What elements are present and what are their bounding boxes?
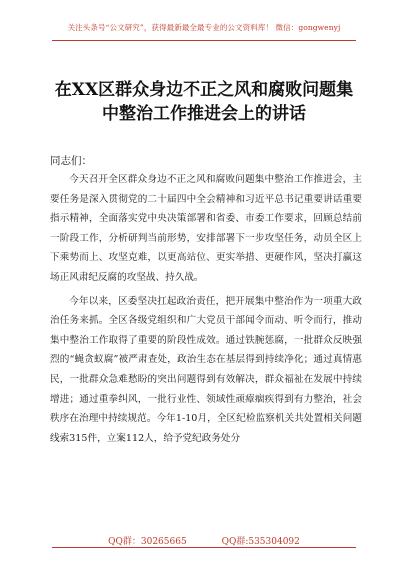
title-line-1: 在XX区群众身边不正之风和腐败问题集 [54,80,354,100]
salutation: 同志们： [50,155,92,167]
document-title [40,78,368,126]
paragraph: 今年以来，区委坚决扛起政治责任，把开展集中整治作为一项重大政治任务来抓。全区各级党组织和广大党员干部闻令而动、听令而行，推动集中整治工作取得了重要的阶段性成效。通过铁腕惩腐，一批群众反映强烈的“蝇贪蚁腐”被严肃查处，政治生态在基层得到持续净化；通过真情惠民，一批群众急难愁盼的突出问题得到有效解决，群众福祉在发展中持续增进；通过重拳纠风，一批行业性、领域性顽瘴痼疾得到有力整治，社会秩序在治理中持续规范。今年1-10月，全区纪检监察机关共处置相关问题线索315件，立案112人，给予党纪政务处分 [50,295,362,444]
header-note: 关注头条号“公文研究”，获得最新最全最专业的公文资料库！ 微信：gongwenyj [67,23,341,32]
document-body [50,170,362,452]
header-divider [52,40,356,41]
footer-divider [52,547,356,548]
footer-qq-group-2: QQ群:535304092 [221,537,300,547]
footer-qq-group-1: QQ群：30265665 [108,537,187,547]
footer-contacts [0,534,408,547]
title-line-2: 中整治工作推进会上的讲话 [102,104,306,124]
paragraph: 今天召开全区群众身边不正之风和腐败问题集中整治工作推进会，主要任务是深入贯彻党的二十届四中全会精神和习近平总书记重要讲话重要指示精神，全面落实党中央决策部署和省委、市委工作要求，回顾总结前一阶段工作，分析研判当前形势，安排部署下一步攻坚任务，动员全区上下乘势而上、攻坚克难，以更高站位、更实举措、更硬作风，坚决打赢这场正风肃纪反腐的攻坚战、持久战。 [50,174,362,283]
